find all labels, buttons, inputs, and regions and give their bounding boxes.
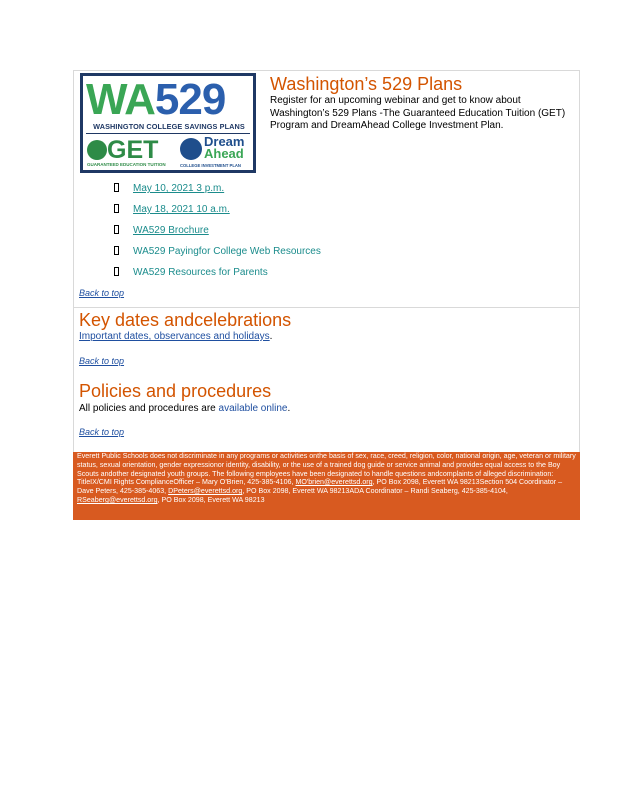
logo-529: 529 — [154, 75, 226, 124]
wa529-heading: Washington’s 529 Plans — [270, 74, 463, 94]
back-to-top-link[interactable]: Back to top — [79, 427, 125, 437]
bullet-box-icon — [114, 183, 119, 192]
brochure-link[interactable]: WA529 Brochure — [133, 225, 209, 236]
policies-prefix: All policies and procedures are — [79, 403, 219, 414]
bullet-box-icon — [114, 204, 119, 213]
nondiscrimination-footer — [73, 452, 580, 520]
available-online-link[interactable]: available online — [218, 403, 288, 414]
list-item — [114, 245, 321, 266]
back-to-top-link[interactable]: Back to top — [79, 288, 125, 298]
email-link-seaberg[interactable]: RSeaberg@everettsd.org — [77, 495, 158, 504]
list-item — [114, 182, 321, 203]
list-item — [114, 224, 321, 245]
bullet-box-icon — [114, 267, 119, 276]
period: . — [269, 331, 273, 342]
newsletter-page — [73, 70, 580, 453]
list-item — [114, 203, 321, 224]
footer-text: , PO Box 2098, Everett WA 98213Section 504 Coordinator – Dave Peters, 425-385-4063, — [77, 478, 563, 496]
webinar-may10-link[interactable]: May 10, 2021 3 p.m. — [133, 183, 225, 194]
get-logo — [87, 137, 173, 169]
footer-text: Everett Public Schools does not discriminate in any programs or activities onthe basis of sex, race, creed, religion, color, national origin, age, veteran or military status, sexual orientation, gender expressionor identity, disability, or the use of a trained dog guide or service animal and provides equal access to the Boy Scouts andother designated youth groups. The following employees have been designated to handle questions andcomplaints of alleged discrimination: TitleIX/CMI Rights ComplianceOfficer – Mary O’Brien, 425-385-4106, — [77, 452, 576, 487]
get-wordmark: GET — [107, 136, 159, 164]
ahead-word: Ahead — [204, 146, 244, 161]
footer-text: , PO Box 2098, Everett WA 98213ADA Coordinator – Randi Seaberg, 425-385-4104, — [242, 487, 508, 496]
logo-wa: WA — [86, 75, 155, 124]
dream-word: Dream — [204, 134, 245, 149]
dreamahead-wordmark — [204, 136, 244, 160]
email-link-peters[interactable]: DPeters@everettsd.org — [168, 487, 243, 496]
email-link-obrien[interactable]: MO'brien@everettsd.org — [295, 478, 373, 487]
dreamahead-globe-icon — [180, 138, 202, 160]
key-dates-heading: Key dates andcelebrations — [79, 310, 292, 330]
period: . — [287, 403, 291, 414]
policies-text — [79, 402, 290, 415]
dreamahead-logo — [180, 135, 254, 171]
resources-for-parents-link[interactable]: WA529 Resources for Parents — [133, 267, 268, 278]
wa529-intro: Register for an upcoming webinar and get to know about Washington’s 529 Plans -The Guaranteed Education Tuition (GET) Program and DreamAhead College Investment Plan. — [270, 95, 566, 131]
wa529-link-list — [114, 182, 321, 287]
policies-heading: Policies and procedures — [79, 381, 272, 401]
webinar-may18-link[interactable]: May 18, 2021 10 a.m. — [133, 204, 230, 215]
get-globe-icon — [87, 140, 107, 160]
list-item — [114, 266, 321, 287]
back-to-top-link[interactable]: Back to top — [79, 356, 125, 366]
wa529-section — [73, 70, 580, 307]
paying-for-college-link[interactable]: WA529 Payingfor College Web Resources — [133, 246, 321, 257]
footer-text: , PO Box 2098, Everett WA 98213 — [157, 495, 265, 504]
get-subtitle: GUARANTEED EDUCATION TUITION — [87, 162, 166, 167]
key-dates-text — [79, 330, 272, 343]
bullet-box-icon — [114, 246, 119, 255]
important-dates-link[interactable]: Important dates, observances and holidays — [79, 331, 270, 342]
logo-wordmark — [86, 76, 225, 124]
bullet-box-icon — [114, 225, 119, 234]
dates-policies-section — [73, 307, 580, 453]
wa529-logo — [80, 73, 256, 173]
logo-subtitle: WASHINGTON COLLEGE SAVINGS PLANS — [93, 122, 245, 131]
dreamahead-subtitle: COLLEGE INVESTMENT PLAN — [180, 163, 241, 168]
